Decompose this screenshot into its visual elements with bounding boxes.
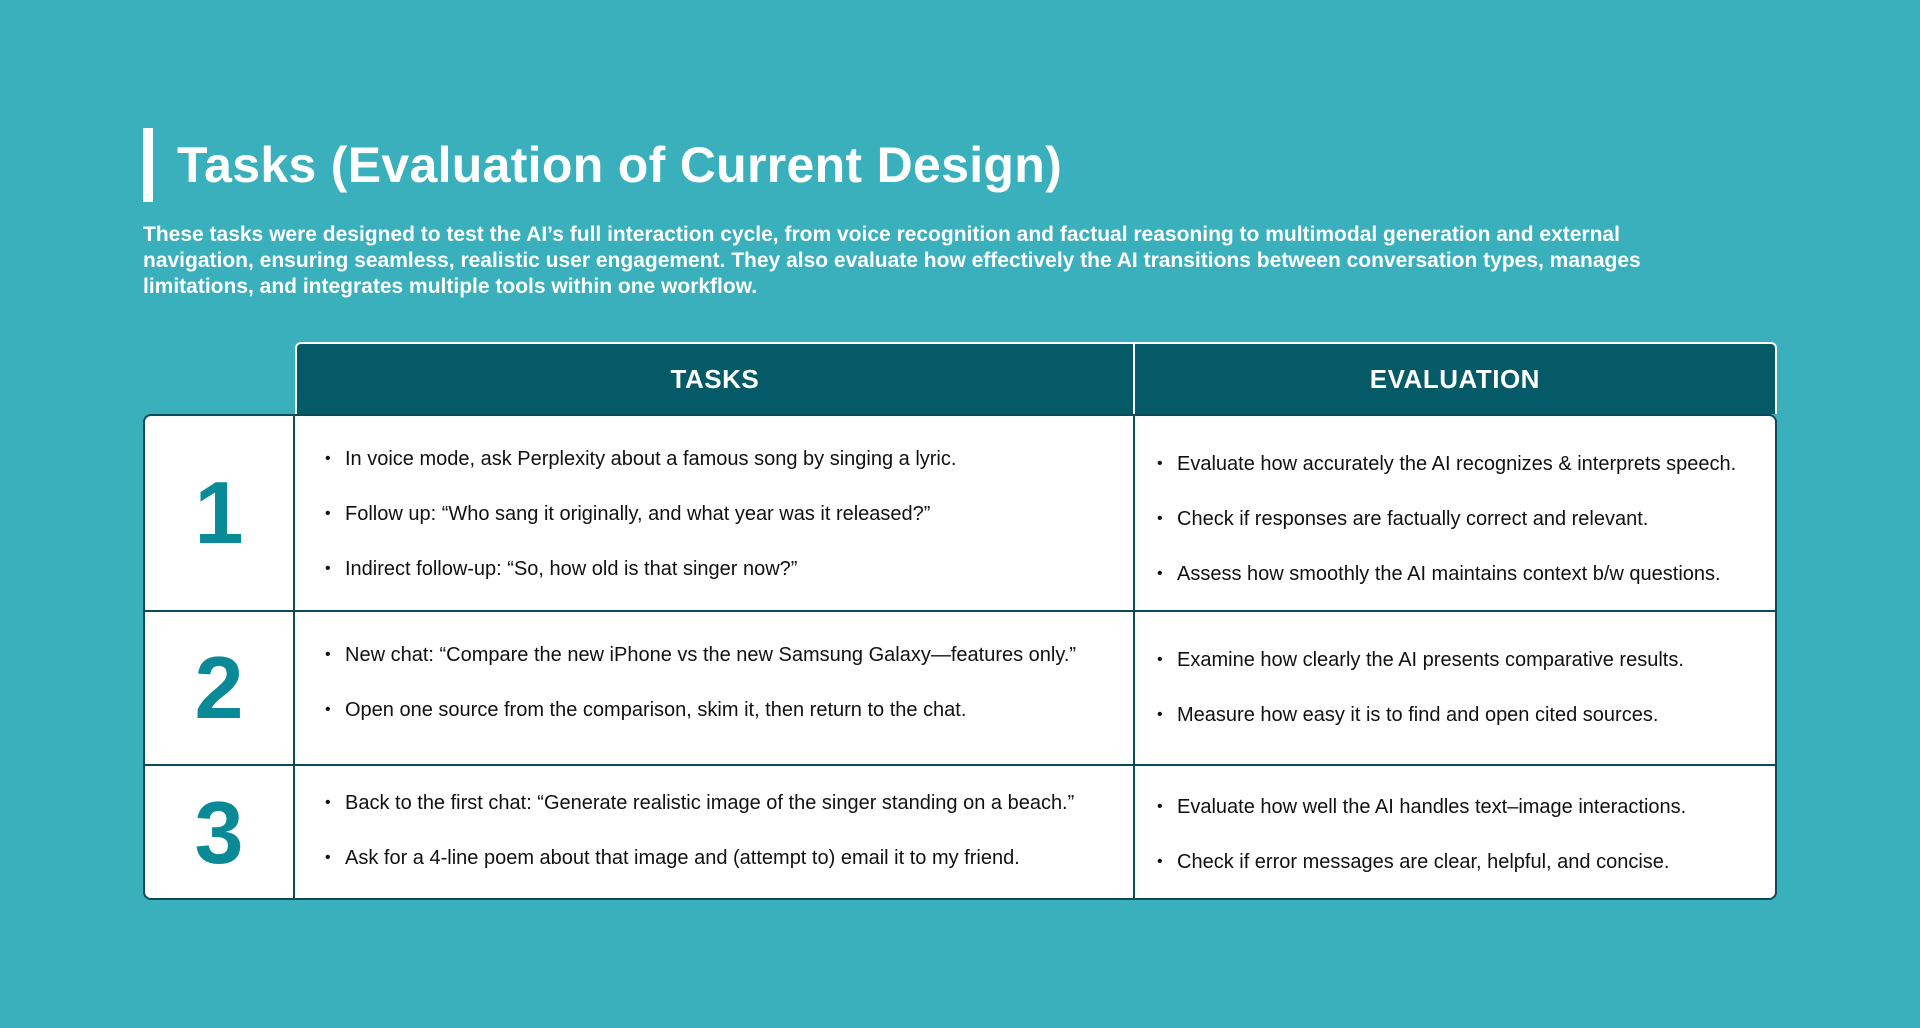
- list-item: • Back to the first chat: “Generate realistic image of the singer standing on a beach.”: [325, 790, 1133, 816]
- list-item: • New chat: “Compare the new iPhone vs the new Samsung Galaxy—features only.”: [325, 642, 1133, 668]
- list-item: • Ask for a 4-line poem about that image and (attempt to) email it to my friend.: [325, 845, 1133, 871]
- list-item: • Evaluate how well the AI handles text–image interactions.: [1157, 794, 1775, 820]
- list-item: • Examine how clearly the AI presents comparative results.: [1157, 647, 1775, 673]
- page-title: Tasks (Evaluation of Current Design): [177, 137, 1063, 193]
- header-tasks: TASKS: [297, 344, 1135, 414]
- row-number: 3: [145, 766, 295, 900]
- tasks-cell: [295, 612, 1135, 764]
- list-item: • Indirect follow-up: “So, how old is that singer now?”: [325, 556, 1133, 582]
- tasks-list: [325, 790, 1133, 871]
- evaluation-cell: [1135, 612, 1775, 764]
- evaluation-cell: [1135, 766, 1775, 900]
- row-number: 2: [145, 612, 295, 764]
- list-item: • Assess how smoothly the AI maintains context b/w questions.: [1157, 561, 1775, 587]
- tasks-cell: [295, 766, 1135, 900]
- tasks-list: [325, 642, 1133, 723]
- title-accent-bar: [143, 128, 153, 202]
- evaluation-list: [1157, 647, 1775, 728]
- tasks-list: [325, 446, 1133, 582]
- table-row-3: [145, 766, 1775, 900]
- evaluation-list: [1157, 451, 1775, 587]
- row-number: 1: [145, 416, 295, 610]
- list-item: • Measure how easy it is to find and open cited sources.: [1157, 702, 1775, 728]
- table-row-1: [145, 416, 1775, 610]
- tasks-table: [143, 342, 1777, 900]
- table-row-2: [145, 612, 1775, 764]
- table-body: [143, 414, 1777, 900]
- table-header: [295, 342, 1777, 414]
- evaluation-list: [1157, 794, 1775, 875]
- tasks-cell: [295, 416, 1135, 610]
- list-item: • Follow up: “Who sang it originally, and what year was it released?”: [325, 501, 1133, 527]
- list-item: • Check if error messages are clear, helpful, and concise.: [1157, 849, 1775, 875]
- list-item: • Evaluate how accurately the AI recognizes & interprets speech.: [1157, 451, 1775, 477]
- evaluation-cell: [1135, 416, 1775, 610]
- title-block: [143, 128, 1062, 202]
- list-item: • In voice mode, ask Perplexity about a famous song by singing a lyric.: [325, 446, 1133, 472]
- intro-paragraph: These tasks were designed to test the AI’s full interaction cycle, from voice recognition and factual reasoning to multimodal generation and external navigation, ensuring seamless, realistic user engagement. They also evaluate how effectively the AI transitions between conversation types, manages limitations, and integrates multiple tools within one workflow.: [143, 223, 1641, 298]
- header-evaluation: EVALUATION: [1369, 363, 1540, 394]
- list-item: • Open one source from the comparison, skim it, then return to the chat.: [325, 697, 1133, 723]
- list-item: • Check if responses are factually correct and relevant.: [1157, 506, 1775, 532]
